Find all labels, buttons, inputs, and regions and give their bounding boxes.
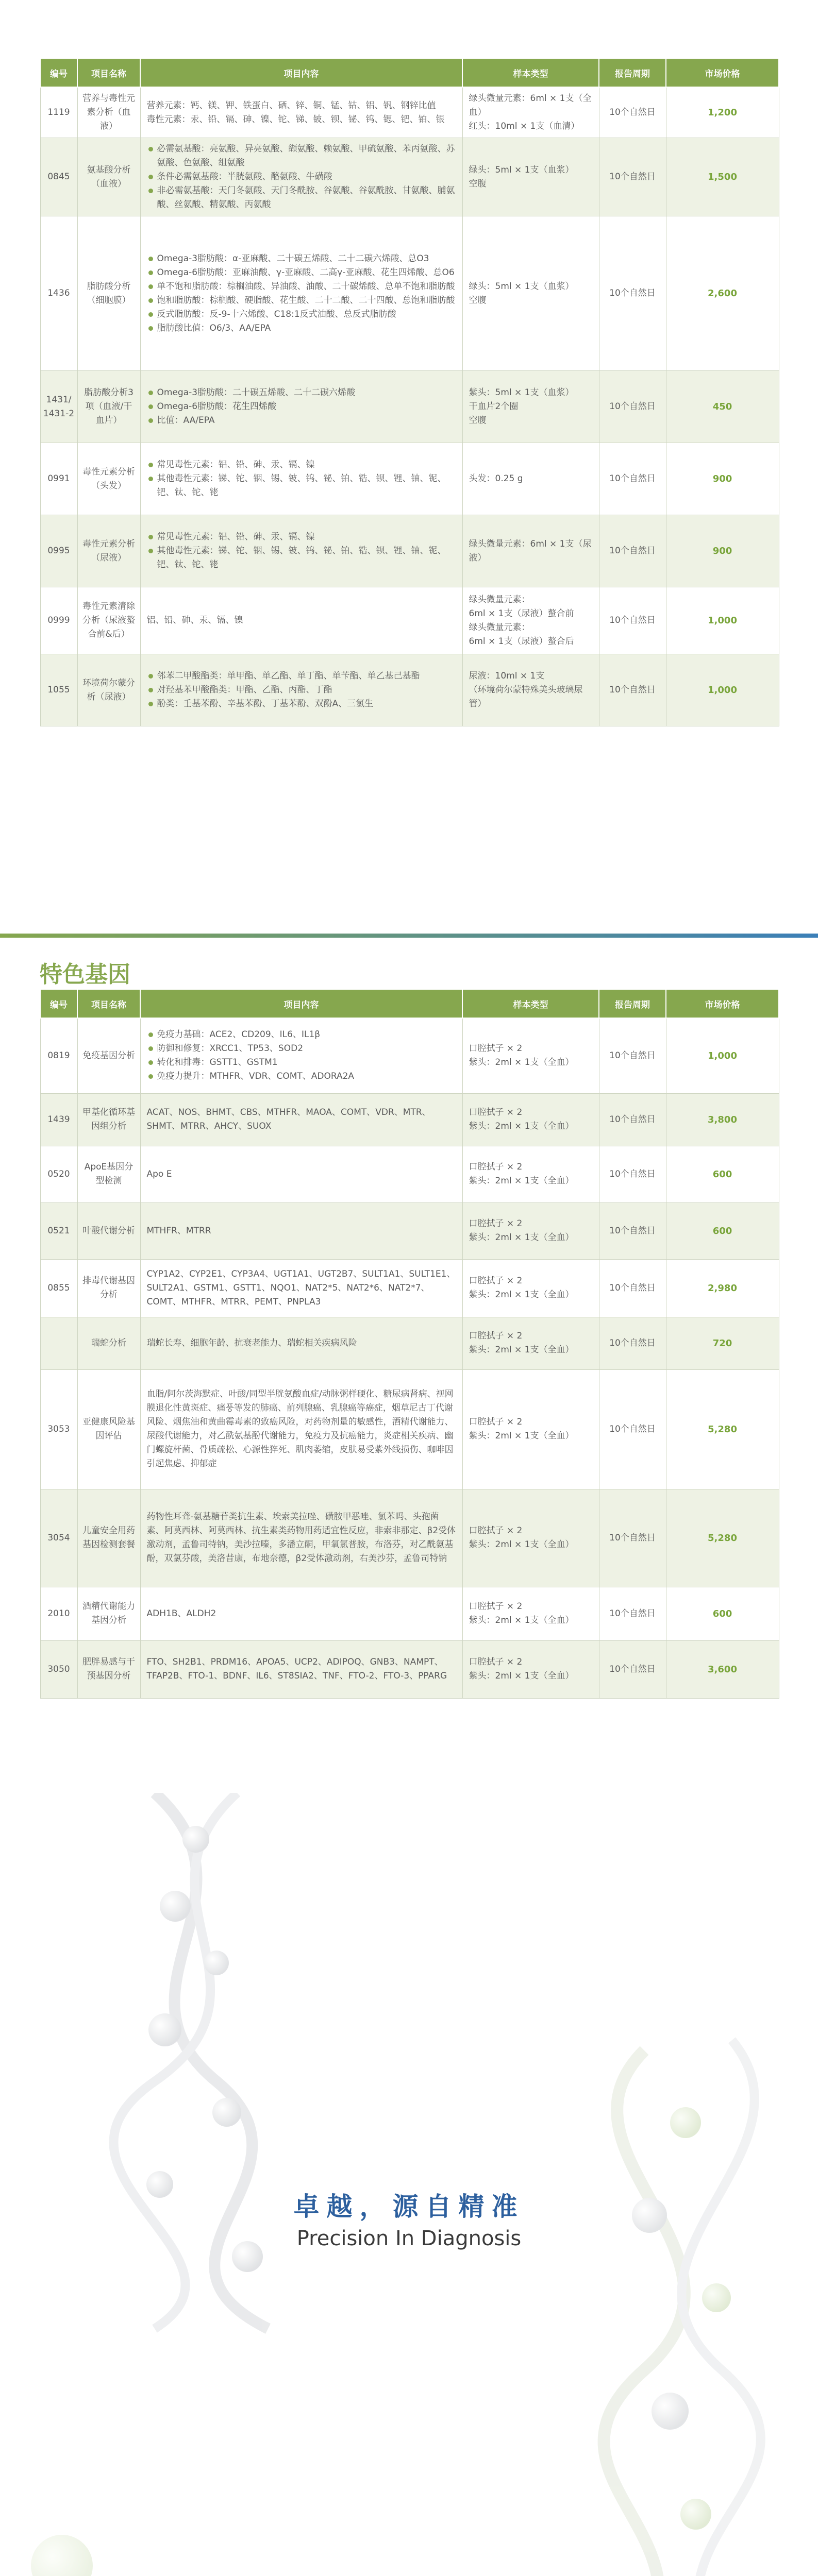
sample-type: 口腔拭子 × 2 紫头：2ml × 1支（全血） xyxy=(462,1093,599,1146)
content-bullet-list xyxy=(147,530,456,572)
item-content xyxy=(140,1146,462,1202)
item-code: 1431/ 1431-2 xyxy=(40,371,77,443)
sample-type: 口腔拭子 × 2 紫头：2ml × 1支（全血） xyxy=(462,1489,599,1587)
market-price: 1,500 xyxy=(666,138,779,216)
item-name: 排毒代谢基因分析 xyxy=(77,1259,140,1317)
market-price: 2,980 xyxy=(666,1259,779,1317)
content-bullet: 条件必需氨基酸：半胱氨酸、酪氨酸、牛磺酸 xyxy=(147,170,456,184)
report-period: 10个自然日 xyxy=(599,87,666,138)
item-code: 0991 xyxy=(40,443,77,515)
table-row xyxy=(40,654,779,726)
table-row xyxy=(40,1093,779,1146)
sample-type: 绿头：5ml × 1支（血浆） 空腹 xyxy=(462,216,599,371)
content-bullet: Omega-6脂肪酸：亚麻油酸、γ-亚麻酸、二高γ-亚麻酸、花生四烯酸、总O6 xyxy=(147,266,456,280)
item-name: 脂肪酸分析（细胞膜） xyxy=(77,216,140,371)
table-row xyxy=(40,515,779,587)
content-bullet: 酚类：壬基苯酚、辛基苯酚、丁基苯酚、双酚A、三氯生 xyxy=(147,697,456,711)
table-row xyxy=(40,1259,779,1317)
report-period: 10个自然日 xyxy=(599,371,666,443)
table-row xyxy=(40,1018,779,1093)
sample-type: 紫头：5ml × 1支（血浆） 干血片2个圈 空腹 xyxy=(462,371,599,443)
report-period: 10个自然日 xyxy=(599,443,666,515)
dna-decoration xyxy=(0,1793,818,2576)
content-bullet: Omega-3脂肪酸：α-亚麻酸、二十碳五烯酸、二十二碳六烯酸、总O3 xyxy=(147,252,456,266)
sample-type: 口腔拭子 × 2 紫头：2ml × 1支（全血） xyxy=(462,1259,599,1317)
content-line: ACAT、NOS、BHMT、CBS、MTHFR、MAOA、COMT、VDR、MTR、SHMT、MTRR、AHCY、SUOX xyxy=(146,1107,431,1131)
report-period: 10个自然日 xyxy=(599,1146,666,1202)
table-row xyxy=(40,1146,779,1202)
market-price: 3,800 xyxy=(666,1093,779,1146)
report-period: 10个自然日 xyxy=(599,1369,666,1489)
item-content xyxy=(140,1093,462,1146)
content-bullet: Omega-6脂肪酸：花生四烯酸 xyxy=(147,400,456,414)
item-content xyxy=(140,87,462,138)
item-content xyxy=(140,1202,462,1259)
content-bullet-list xyxy=(147,1028,456,1083)
col-header-content: 项目内容 xyxy=(140,989,462,1018)
sample-type: 绿头微量元素：6ml × 1支（尿液） xyxy=(462,515,599,587)
report-period: 10个自然日 xyxy=(599,1317,666,1369)
test-table-1 xyxy=(40,58,779,726)
market-price: 900 xyxy=(666,515,779,587)
content-line: 药物性耳聋-氨基糖苷类抗生素、埃索美拉唑、磺胺甲恶唑、氯苯吗、头孢菌素、阿莫西林、阿莫西林、抗生素类药物用药适宜性反应，非索非那定、β2受体激动剂，孟鲁司特钠，美沙拉嗪，多潘立酮，甲氧氯普胺，布洛芬，对乙酰氨基酚，双氯芬酸，美洛昔康，布地奈德，β2受体激动剂，右美沙芬，孟鲁司特钠 xyxy=(146,1512,456,1564)
content-bullet: 邻苯二甲酸酯类：单甲酯、单乙酯、单丁酯、单苄酯、单乙基己基酯 xyxy=(147,669,456,683)
table-row xyxy=(40,1640,779,1698)
item-name: 环境荷尔蒙分析（尿液） xyxy=(77,654,140,726)
table-row xyxy=(40,138,779,216)
content-line: 毒性元素：汞、铅、镉、砷、镍、铊、锑、铍、钡、铋、钨、锶、钯、铂、银 xyxy=(146,114,445,125)
report-period: 10个自然日 xyxy=(599,1093,666,1146)
table-row xyxy=(40,1369,779,1489)
col-header-content: 项目内容 xyxy=(140,58,462,87)
content-bullet: 必需氨基酸：亮氨酸、异亮氨酸、缬氨酸、赖氨酸、甲硫氨酸、苯丙氨酸、苏氨酸、色氨酸、组氨酸 xyxy=(147,142,456,170)
sample-type: 尿液：10ml × 1支 （环境荷尔蒙特殊美头玻璃尿管） xyxy=(462,654,599,726)
sample-type: 口腔拭子 × 2 紫头：2ml × 1支（全血） xyxy=(462,1317,599,1369)
content-bullet-list xyxy=(147,252,456,335)
market-price: 720 xyxy=(666,1317,779,1369)
col-header-code: 编号 xyxy=(40,58,77,87)
content-bullet: Omega-3脂肪酸：二十碳五烯酸、二十二碳六烯酸 xyxy=(147,386,456,400)
item-content xyxy=(140,1259,462,1317)
item-code: 3053 xyxy=(40,1369,77,1489)
item-content xyxy=(140,1489,462,1587)
market-price: 1,000 xyxy=(666,587,779,654)
item-name: 叶酸代谢分析 xyxy=(77,1202,140,1259)
col-header-price: 市场价格 xyxy=(666,58,779,87)
table-row xyxy=(40,1489,779,1587)
item-code: 3054 xyxy=(40,1489,77,1587)
col-header-sample: 样本类型 xyxy=(462,989,599,1018)
content-line: ADH1B、ALDH2 xyxy=(146,1608,216,1619)
report-period: 10个自然日 xyxy=(599,1640,666,1698)
item-code: 3050 xyxy=(40,1640,77,1698)
col-header-price: 市场价格 xyxy=(666,989,779,1018)
content-line: MTHFR、MTRR xyxy=(146,1225,211,1236)
item-code: 0995 xyxy=(40,515,77,587)
item-name: 儿童安全用药基因检测套餐 xyxy=(77,1489,140,1587)
table-row xyxy=(40,1202,779,1259)
sample-type: 绿头微量元素： 6ml × 1支（尿液）螯合前 绿头微量元素： 6ml × 1支（尿液）螯合后 xyxy=(462,587,599,654)
table-row xyxy=(40,587,779,654)
market-price: 600 xyxy=(666,1146,779,1202)
item-content xyxy=(140,1369,462,1489)
sample-type: 口腔拭子 × 2 紫头：2ml × 1支（全血） xyxy=(462,1640,599,1698)
report-period: 10个自然日 xyxy=(599,587,666,654)
col-header-period: 报告周期 xyxy=(599,989,666,1018)
item-name: 免疫基因分析 xyxy=(77,1018,140,1093)
content-bullet-list xyxy=(147,386,456,428)
section-title: 特色基因 xyxy=(40,961,130,988)
item-code xyxy=(40,1317,77,1369)
market-price: 5,280 xyxy=(666,1489,779,1587)
content-line: 铝、铅、砷、汞、镉、镍 xyxy=(146,615,243,625)
content-line: 血脂/阿尔茨海默症、叶酸/同型半胱氨酸血症/动脉粥样硬化、糖尿病肾病、视网膜退化性黄斑症、痛풍等发的肺癌、前列腺癌、乳腺癌等癌症，烟草尼古丁代谢风险、烟焦油和黄曲霉毒素的致癌风险，对药物剂量的敏感性，酒精代谢能力、尿酸代谢能力，对乙酰氨基酚代谢能力，免疫力及抗癌能力，炎症相关疾病、幽门螺旋杆菌、骨质疏松、心源性猝死、肌肉萎缩，皮肤易受紫外线损伤、咖啡因引起焦虑、抑郁症 xyxy=(146,1389,454,1469)
item-content xyxy=(140,443,462,515)
item-code: 2010 xyxy=(40,1587,77,1640)
market-price: 5,280 xyxy=(666,1369,779,1489)
table-header-row xyxy=(40,58,779,87)
sample-type: 口腔拭子 × 2 紫头：2ml × 1支（全血） xyxy=(462,1202,599,1259)
section-divider xyxy=(0,934,818,938)
report-period: 10个自然日 xyxy=(599,138,666,216)
item-name: 脂肪酸分析3项（血液/干血片） xyxy=(77,371,140,443)
item-code: 1439 xyxy=(40,1093,77,1146)
content-bullet: 反式脂肪酸：反-9-十六烯酸、C18:1反式油酸、总反式脂肪酸 xyxy=(147,308,456,321)
sample-type: 口腔拭子 × 2 紫头：2ml × 1支（全血） xyxy=(462,1018,599,1093)
market-price: 2,600 xyxy=(666,216,779,371)
market-price: 450 xyxy=(666,371,779,443)
content-line: 瑞蛇长寿、细胞年龄、抗衰老能力、瑞蛇相关疾病风险 xyxy=(146,1337,357,1348)
item-name: 酒精代谢能力基因分析 xyxy=(77,1587,140,1640)
item-name: 毒性元素分析（尿液） xyxy=(77,515,140,587)
item-name: 营养与毒性元素分析（血液） xyxy=(77,87,140,138)
item-content xyxy=(140,1640,462,1698)
content-bullet: 常见毒性元素：铝、铅、砷、汞、镉、镍 xyxy=(147,530,456,544)
report-period: 10个自然日 xyxy=(599,216,666,371)
slogan-chinese: 卓越，源自精准 xyxy=(293,2192,525,2222)
item-name: 亚健康风险基因评估 xyxy=(77,1369,140,1489)
table-row xyxy=(40,1587,779,1640)
content-bullet: 比值：AA/EPA xyxy=(147,414,456,428)
report-period: 10个自然日 xyxy=(599,1202,666,1259)
report-period: 10个自然日 xyxy=(599,1259,666,1317)
sample-type: 头发：0.25 g xyxy=(462,443,599,515)
table-row xyxy=(40,371,779,443)
sample-type: 口腔拭子 × 2 紫头：2ml × 1支（全血） xyxy=(462,1369,599,1489)
content-bullet: 饱和脂肪酸：棕榈酸、硬脂酸、花生酸、二十二酸、二十四酸、总饱和脂肪酸 xyxy=(147,294,456,308)
content-bullet-list xyxy=(147,458,456,500)
content-line: CYP1A2、CYP2E1、CYP3A4、UGT1A1、UGT2B7、SULT1A1、SULT1E1、SULT2A1、GSTM1、GSTT1、NQO1、NAT2*5、NAT2*6、NAT2*7、COMT、MTHFR、MTRR、PEMT、PNPLA3 xyxy=(146,1268,456,1307)
item-code: 1119 xyxy=(40,87,77,138)
item-content xyxy=(140,1317,462,1369)
content-bullet: 单不饱和脂肪酸：棕榈油酸、异油酸、油酸、二十碳烯酸、总单不饱和脂肪酸 xyxy=(147,280,456,294)
col-header-period: 报告周期 xyxy=(599,58,666,87)
content-bullet: 对羟基苯甲酸酯类：甲酯、乙酯、丙酯、丁酯 xyxy=(147,683,456,697)
content-line: 营养元素：钙、镁、钾、铁蛋白、硒、锌、铜、锰、钴、铝、钒、钢锌比值 xyxy=(146,100,436,111)
table-header-row xyxy=(40,989,779,1018)
content-bullet: 免疫力基础：ACE2、CD209、IL6、IL1β xyxy=(147,1028,456,1042)
item-code: 0999 xyxy=(40,587,77,654)
market-price: 1,000 xyxy=(666,1018,779,1093)
col-header-name: 项目名称 xyxy=(77,989,140,1018)
market-price: 900 xyxy=(666,443,779,515)
slogan-english: Precision In Diagnosis xyxy=(296,2227,522,2250)
item-name: 毒性元素清除分析（尿液螯合前&后） xyxy=(77,587,140,654)
content-bullet: 防御和修复：XRCC1、TP53、SOD2 xyxy=(147,1042,456,1056)
item-name: 氨基酸分析（血液） xyxy=(77,138,140,216)
content-bullet: 免疫力提升：MTHFR、VDR、COMT、ADORA2A xyxy=(147,1070,456,1083)
item-content xyxy=(140,371,462,443)
item-name: 甲基化循环基因组分析 xyxy=(77,1093,140,1146)
content-bullet: 其他毒性元素：锑、铊、铟、锡、铍、钨、铋、铂、锆、钡、锂、铀、铌、钯、钛、铊、铑 xyxy=(147,472,456,500)
content-bullet: 脂肪酸比值：O6/3、AA/EPA xyxy=(147,321,456,335)
market-price: 1,200 xyxy=(666,87,779,138)
item-content xyxy=(140,587,462,654)
table-row xyxy=(40,1317,779,1369)
content-bullet: 转化和排毒：GSTT1、GSTM1 xyxy=(147,1056,456,1070)
col-header-code: 编号 xyxy=(40,989,77,1018)
table-row xyxy=(40,87,779,138)
content-bullet: 其他毒性元素：锑、铊、铟、锡、铍、钨、铋、铂、锆、钡、锂、铀、铌、钯、钛、铊、铑 xyxy=(147,544,456,572)
market-price: 600 xyxy=(666,1202,779,1259)
item-name: 瑞蛇分析 xyxy=(77,1317,140,1369)
content-bullet-list xyxy=(147,669,456,711)
col-header-name: 项目名称 xyxy=(77,58,140,87)
item-name: 肥胖易感与干预基因分析 xyxy=(77,1640,140,1698)
item-code: 0520 xyxy=(40,1146,77,1202)
report-period: 10个自然日 xyxy=(599,1018,666,1093)
sample-type: 口腔拭子 × 2 紫头：2ml × 1支（全血） xyxy=(462,1587,599,1640)
market-price: 3,600 xyxy=(666,1640,779,1698)
item-code: 0521 xyxy=(40,1202,77,1259)
report-period: 10个自然日 xyxy=(599,654,666,726)
sample-type: 绿头：5ml × 1支（血浆） 空腹 xyxy=(462,138,599,216)
table-row xyxy=(40,216,779,371)
market-price: 600 xyxy=(666,1587,779,1640)
sample-type: 绿头微量元素：6ml × 1支（全血） 红头：10ml × 1支（血清） xyxy=(462,87,599,138)
table-row xyxy=(40,443,779,515)
item-content xyxy=(140,216,462,371)
content-bullet-list xyxy=(147,142,456,212)
col-header-sample: 样本类型 xyxy=(462,58,599,87)
item-content xyxy=(140,515,462,587)
item-content xyxy=(140,1587,462,1640)
item-content xyxy=(140,654,462,726)
item-content xyxy=(140,138,462,216)
item-code: 0819 xyxy=(40,1018,77,1093)
content-bullet: 常见毒性元素：铝、铅、砷、汞、镉、镍 xyxy=(147,458,456,472)
item-code: 0845 xyxy=(40,138,77,216)
item-code: 0855 xyxy=(40,1259,77,1317)
content-line: Apo E xyxy=(146,1168,172,1179)
market-price: 1,000 xyxy=(666,654,779,726)
test-table-2 xyxy=(40,989,779,1699)
report-period: 10个自然日 xyxy=(599,1587,666,1640)
report-period: 10个自然日 xyxy=(599,515,666,587)
item-content xyxy=(140,1018,462,1093)
item-code: 1055 xyxy=(40,654,77,726)
sample-type: 口腔拭子 × 2 紫头：2ml × 1支（全血） xyxy=(462,1146,599,1202)
report-period: 10个自然日 xyxy=(599,1489,666,1587)
content-bullet: 非必需氨基酸：天门冬氨酸、天门冬酰胺、谷氨酸、谷氨酰胺、甘氨酸、脯氨酸、丝氨酸、精氨酸、丙氨酸 xyxy=(147,184,456,212)
item-name: 毒性元素分析（头发） xyxy=(77,443,140,515)
item-name: ApoE基因分型检测 xyxy=(77,1146,140,1202)
content-line: FTO、SH2B1、PRDM16、APOA5、UCP2、ADIPOQ、GNB3、NAMPT、TFAP2B、FTO-1、BDNF、IL6、ST8SIA2、TNF、FTO-2、FTO-3、PPARG xyxy=(146,1657,447,1681)
item-code: 1436 xyxy=(40,216,77,371)
